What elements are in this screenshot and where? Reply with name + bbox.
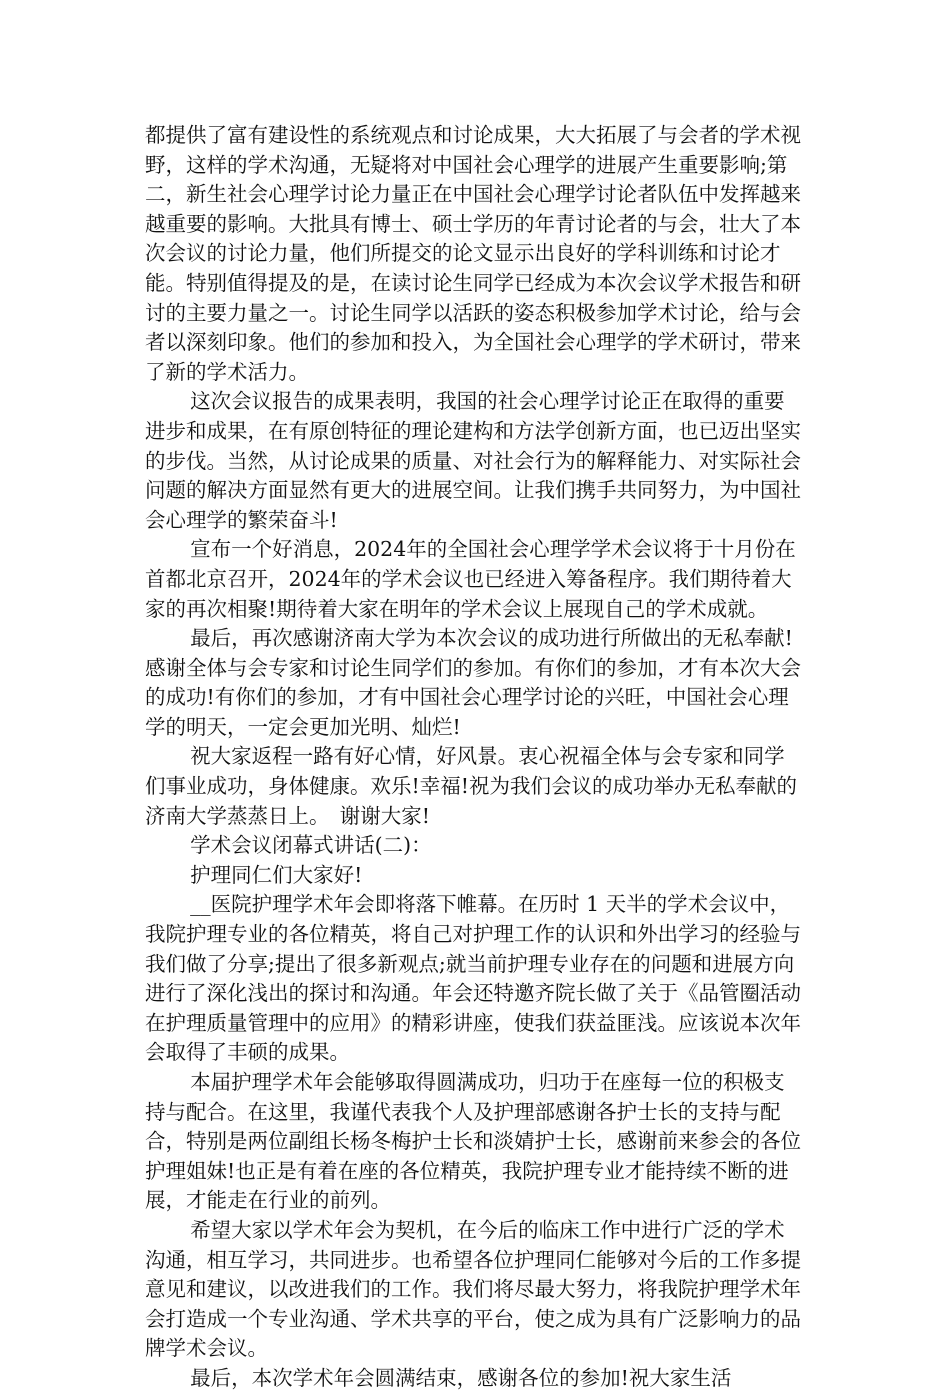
paragraph-closing: 最后，本次学术年会圆满结束，感谢各位的参加!祝大家生活 [190, 1365, 732, 1390]
paragraph-acknowledgement: 本届护理学术年会能够取得圆满成功，归功于在座每一位的积极支持与配合。在这里，我谨代表我个人及护理部感谢各护士长的支持与配合，特别是两位副组长杨冬梅护士长和淡婧护士长，感谢前来参会的各位护理姐妹!也正是有着在座的各位精英，我院护理专业才能持续不断的进展，才能走在行业的前列。 [145, 1070, 801, 1213]
paragraph-announcement: 宣布一个好消息，2024年的全国社会心理学学术会议将于十月份在首都北京召开，2024年的学术会议也已经进入筹备程序。我们期待着大家的再次相聚!期待着大家在明年的学术会议上展现自己的学术成就。 [145, 537, 796, 621]
section-heading: 学术会议闭幕式讲话(二)： [190, 833, 432, 858]
paragraph-nursing-conference: __医院护理学术年会即将落下帷幕。在历时 1 天半的学术会议中，我院护理专业的各位精英，将自己对护理工作的认识和外出学习的经验与我们做了分享;提出了很多新观点;就当前护理专业存在的问题和进展方向进行了深化浅出的探讨和沟通。年会还特邀齐院长做了关于《品管圈活动在护理质量管理中的应用》的精彩讲座，使我们获益匪浅。应该说本次年会取得了丰硕的成果。 [145, 892, 801, 1065]
paragraph-greeting: 护理同仁们大家好! [190, 862, 363, 887]
paragraph-continuation: 都提供了富有建设性的系统观点和讨论成果，大大拓展了与会者的学术视野，这样的学术沟通，无疑将对中国社会心理学的进展产生重要影响;第二，新生社会心理学讨论力量正在中国社会心理学讨论者队伍中发挥越来越重要的影响。大批具有博士、硕士学历的年青讨论者的与会，壮大了本次会议的讨论力量，他们所提交的论文显示出良好的学科训练和讨论才能。特别值得提及的是，在读讨论生同学已经成为本次会议学术报告和研讨的主要力量之一。讨论生同学以活跃的姿态积极参加学术讨论，给与会者以深刻印象。他们的参加和投入，为全国社会心理学的学术研讨，带来了新的学术活力。 [145, 123, 801, 384]
paragraph-conference-results: 这次会议报告的成果表明，我国的社会心理学讨论正在取得的重要进步和成果，在有原创特征的理论建构和方法学创新方面，也已迈出坚实的步伐。当然，从讨论成果的质量、对社会行为的解释能力、对实际社会问题的解决方面显然有更大的进展空间。让我们携手共同努力，为中国社会心理学的繁荣奋斗! [145, 389, 801, 532]
paragraph-farewell: 祝大家返程一路有好心情，好风景。衷心祝福全体与会专家和同学们事业成功，身体健康。欢乐!幸福!祝为我们会议的成功举办无私奉献的济南大学蒸蒸日上。 谢谢大家! [145, 744, 797, 828]
paragraph-thanks: 最后，再次感谢济南大学为本次会议的成功进行所做出的无私奉献!感谢全体与会专家和讨论生同学们的参加。有你们的参加，才有本次大会的成功!有你们的参加，才有中国社会心理学讨论的兴旺，中国社会心理学的明天，一定会更加光明、灿烂! [145, 626, 801, 739]
paragraph-hope: 希望大家以学术年会为契机，在今后的临床工作中进行广泛的学术沟通，相互学习，共同进步。也希望各位护理同仁能够对今后的工作多提意见和建议，以改进我们的工作。我们将尽最大努力，将我院护理学术年会打造成一个专业沟通、学术共享的平台，使之成为具有广泛影响力的品牌学术会议。 [145, 1217, 801, 1361]
document-body [145, 121, 805, 1394]
